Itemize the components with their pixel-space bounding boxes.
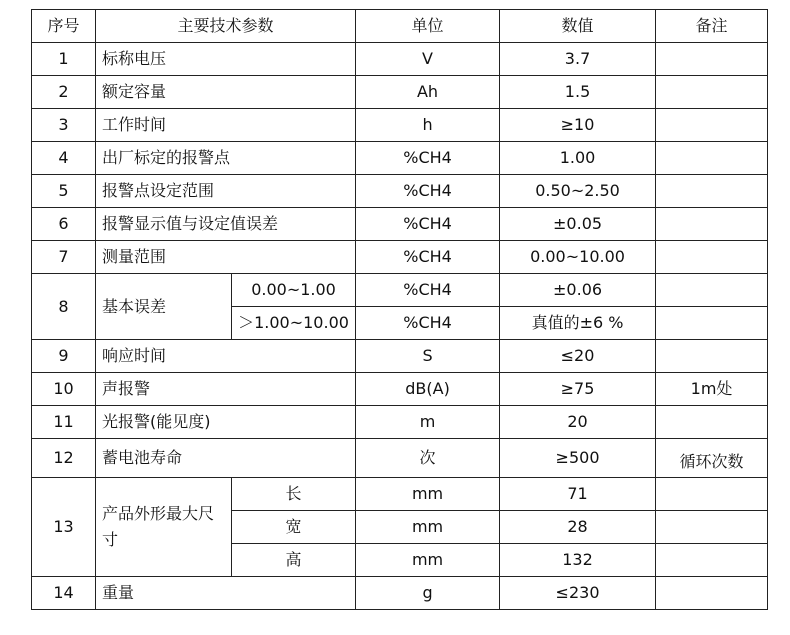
row-seq: 1 <box>32 43 96 76</box>
row-note <box>656 274 768 307</box>
row-unit: %CH4 <box>356 142 500 175</box>
row-unit: %CH4 <box>356 175 500 208</box>
row-note <box>656 43 768 76</box>
row-value: 20 <box>500 406 656 439</box>
row-note <box>656 577 768 610</box>
table-row <box>32 274 768 307</box>
row-note <box>656 511 768 544</box>
row-seq: 13 <box>32 478 96 577</box>
row-value: 0.00~10.00 <box>500 241 656 274</box>
row-value: ±0.05 <box>500 208 656 241</box>
row-seq: 9 <box>32 340 96 373</box>
row-note <box>656 544 768 577</box>
row-value: ≥10 <box>500 109 656 142</box>
row-value: ≥75 <box>500 373 656 406</box>
table-row <box>32 373 768 406</box>
dimension-width: 宽 <box>232 511 356 544</box>
row-note <box>656 142 768 175</box>
row-note <box>656 208 768 241</box>
header-unit: 单位 <box>356 10 500 43</box>
row-seq: 14 <box>32 577 96 610</box>
row-note: 循环次数 <box>656 439 768 478</box>
row-value: 132 <box>500 544 656 577</box>
row-unit: Ah <box>356 76 500 109</box>
row-value: 真值的±6 % <box>500 307 656 340</box>
row-seq: 5 <box>32 175 96 208</box>
row-note <box>656 307 768 340</box>
table-row <box>32 439 768 478</box>
row-param: 出厂标定的报警点 <box>96 142 356 175</box>
row-unit: 次 <box>356 439 500 478</box>
table-row <box>32 208 768 241</box>
row-note <box>656 406 768 439</box>
row-seq: 4 <box>32 142 96 175</box>
dimension-length: 长 <box>232 478 356 511</box>
row-note <box>656 478 768 511</box>
row-value: ≥500 <box>500 439 656 478</box>
error-range-low: 0.00~1.00 <box>232 274 356 307</box>
row-param: 蓄电池寿命 <box>96 439 356 478</box>
row-unit: %CH4 <box>356 208 500 241</box>
table-row <box>32 478 768 511</box>
row-unit: g <box>356 577 500 610</box>
row-param: 基本误差 <box>96 274 232 340</box>
row-seq: 7 <box>32 241 96 274</box>
row-value: 1.00 <box>500 142 656 175</box>
row-param: 产品外形最大尺寸 <box>96 478 232 577</box>
row-unit: h <box>356 109 500 142</box>
row-param: 光报警(能见度) <box>96 406 356 439</box>
row-seq: 2 <box>32 76 96 109</box>
spec-table <box>31 9 768 610</box>
table-row <box>32 241 768 274</box>
row-unit: S <box>356 340 500 373</box>
row-unit: mm <box>356 511 500 544</box>
row-note: 1m处 <box>656 373 768 406</box>
table-row <box>32 577 768 610</box>
header-row <box>32 10 768 43</box>
row-note <box>656 109 768 142</box>
row-value: 0.50~2.50 <box>500 175 656 208</box>
row-seq: 11 <box>32 406 96 439</box>
row-seq: 3 <box>32 109 96 142</box>
row-param: 声报警 <box>96 373 356 406</box>
row-seq: 10 <box>32 373 96 406</box>
row-value: 28 <box>500 511 656 544</box>
row-unit: dB(A) <box>356 373 500 406</box>
row-note <box>656 175 768 208</box>
table-row <box>32 175 768 208</box>
header-note: 备注 <box>656 10 768 43</box>
table-row <box>32 76 768 109</box>
table-row <box>32 43 768 76</box>
row-param: 工作时间 <box>96 109 356 142</box>
row-param: 重量 <box>96 577 356 610</box>
row-param: 标称电压 <box>96 43 356 76</box>
row-value: ≤230 <box>500 577 656 610</box>
table-row <box>32 109 768 142</box>
row-unit: %CH4 <box>356 274 500 307</box>
header-value: 数值 <box>500 10 656 43</box>
dimension-height: 高 <box>232 544 356 577</box>
error-range-high: ＞1.00~10.00 <box>232 307 356 340</box>
row-unit: %CH4 <box>356 241 500 274</box>
row-value: ±0.06 <box>500 274 656 307</box>
row-unit: mm <box>356 478 500 511</box>
row-value: 1.5 <box>500 76 656 109</box>
row-param: 报警显示值与设定值误差 <box>96 208 356 241</box>
row-unit: %CH4 <box>356 307 500 340</box>
row-param: 报警点设定范围 <box>96 175 356 208</box>
row-value: 71 <box>500 478 656 511</box>
row-seq: 6 <box>32 208 96 241</box>
row-unit: m <box>356 406 500 439</box>
row-param: 测量范围 <box>96 241 356 274</box>
table-row <box>32 142 768 175</box>
header-seq: 序号 <box>32 10 96 43</box>
table-row <box>32 340 768 373</box>
row-note <box>656 340 768 373</box>
header-param: 主要技术参数 <box>96 10 356 43</box>
row-note <box>656 241 768 274</box>
row-seq: 12 <box>32 439 96 478</box>
row-value: ≤20 <box>500 340 656 373</box>
table-row <box>32 406 768 439</box>
row-note <box>656 76 768 109</box>
row-param: 额定容量 <box>96 76 356 109</box>
row-seq: 8 <box>32 274 96 340</box>
row-unit: mm <box>356 544 500 577</box>
row-unit: V <box>356 43 500 76</box>
row-param: 响应时间 <box>96 340 356 373</box>
row-value: 3.7 <box>500 43 656 76</box>
